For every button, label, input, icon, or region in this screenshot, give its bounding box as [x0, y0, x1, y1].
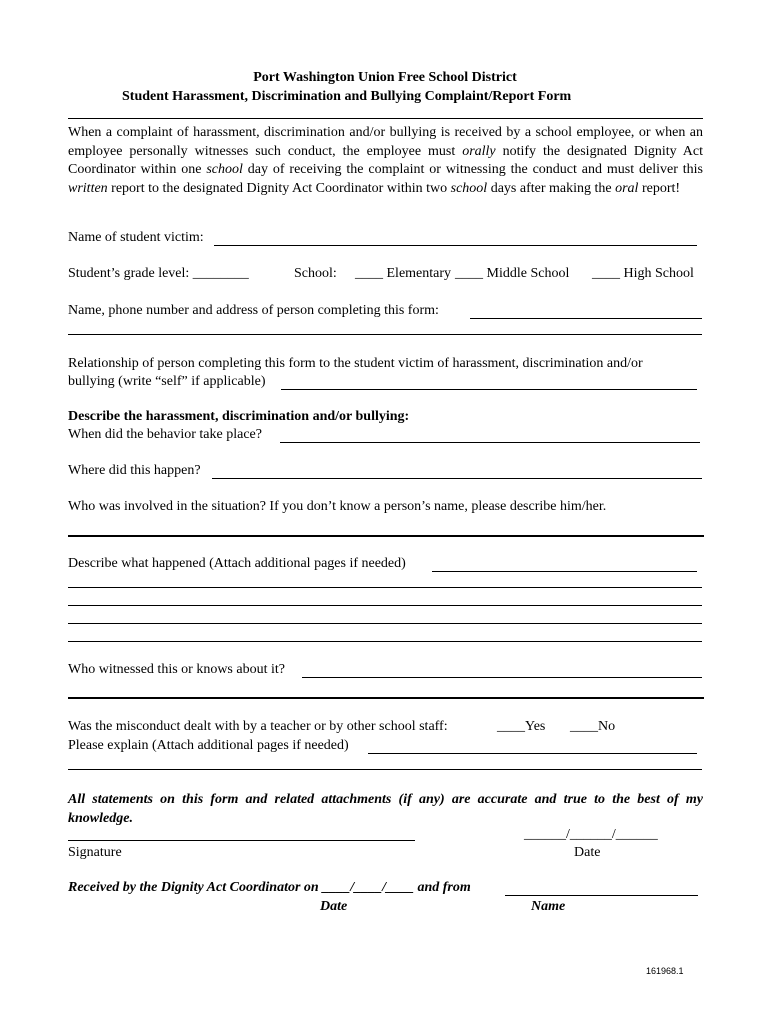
when-label: When did the behavior take place?	[68, 427, 262, 442]
witness-field-line-2[interactable]	[68, 697, 704, 699]
elementary-option[interactable]: ____ Elementary	[355, 266, 452, 281]
form-code: 161968.1	[646, 966, 684, 976]
what-field-line-3[interactable]	[68, 605, 702, 606]
completer-field-line-2[interactable]	[68, 334, 702, 335]
school-label: School:	[294, 266, 337, 281]
completer-label: Name, phone number and address of person completing this form:	[68, 303, 439, 318]
victim-name-label: Name of student victim:	[68, 230, 204, 245]
header-divider	[68, 118, 703, 119]
who-label: Who was involved in the situation? If you don’t know a person’s name, please describe him/her.	[68, 499, 607, 514]
no-option[interactable]: ____No	[570, 719, 616, 734]
relationship-label-2: bullying (write “self” if applicable)	[68, 374, 266, 389]
middle-school-option[interactable]: ____ Middle School	[455, 266, 570, 281]
victim-name-field[interactable]	[214, 231, 697, 246]
relationship-field[interactable]	[281, 375, 697, 390]
completer-field[interactable]	[470, 304, 702, 319]
intro-school-1: school	[206, 162, 243, 177]
witness-field[interactable]	[302, 663, 702, 678]
where-label: Where did this happen?	[68, 463, 201, 478]
explain-field-line-2[interactable]	[68, 769, 702, 770]
district-title: Port Washington Union Free School District	[253, 70, 517, 85]
high-school-option[interactable]: ____ High School	[592, 266, 694, 281]
explain-field[interactable]	[368, 739, 697, 754]
explain-label: Please explain (Attach additional pages if needed)	[68, 738, 349, 753]
describe-heading: Describe the harassment, discrimination and/or bullying:	[68, 409, 410, 424]
attestation-date-field[interactable]: ______/______/______	[524, 827, 658, 842]
dealt-label: Was the misconduct dealt with by a teacher or by other school staff:	[68, 719, 448, 734]
received-name-field[interactable]	[505, 881, 698, 896]
intro-school-2: school	[450, 180, 488, 196]
received-date-label: Date	[320, 899, 348, 914]
relationship-label-1: Relationship of person completing this form to the student victim of harassment, discrimination and/or	[68, 356, 643, 371]
intro-written: written	[68, 180, 108, 196]
attestation-statement: All statements on this form and related attachments (if any) are accurate and true to the best of my knowledge.	[68, 792, 703, 826]
intro-paragraph: When a complaint of harassment, discrimination and/or bullying is received by a school employee, or when an employee personally witnesses such conduct, the employee must orally notify the designated Dignity Act Coordinator within one school day of receiving the complaint or witnessing the conduct and must deliver this written report to the designated Dignity Act Coordinator within two school days after making the oral report!	[68, 125, 704, 196]
what-field[interactable]	[432, 557, 697, 572]
intro-orally: orally	[462, 143, 496, 159]
received-name-label: Name	[531, 899, 566, 914]
yes-option[interactable]: ____Yes	[497, 719, 546, 734]
grade-level-field[interactable]: Student’s grade level: ________	[68, 266, 249, 281]
received-date-field[interactable]: ____/____/____	[322, 880, 414, 895]
what-label: Describe what happened (Attach additional pages if needed)	[68, 556, 406, 571]
signature-field[interactable]	[68, 840, 415, 841]
received-line: Received by the Dignity Act Coordinator on ____/____/____ and from	[68, 880, 471, 895]
what-field-line-4[interactable]	[68, 623, 702, 624]
witness-label: Who witnessed this or knows about it?	[68, 662, 285, 677]
who-field-line[interactable]	[68, 535, 704, 537]
what-field-line-2[interactable]	[68, 587, 702, 588]
what-field-line-5[interactable]	[68, 641, 702, 642]
signature-label: Signature	[68, 845, 122, 860]
attestation-date-label: Date	[574, 845, 601, 860]
form-title: Student Harassment, Discrimination and Bullying Complaint/Report Form	[122, 89, 572, 104]
when-field[interactable]	[280, 428, 700, 443]
where-field[interactable]	[212, 464, 702, 479]
intro-oral: oral	[615, 180, 639, 196]
